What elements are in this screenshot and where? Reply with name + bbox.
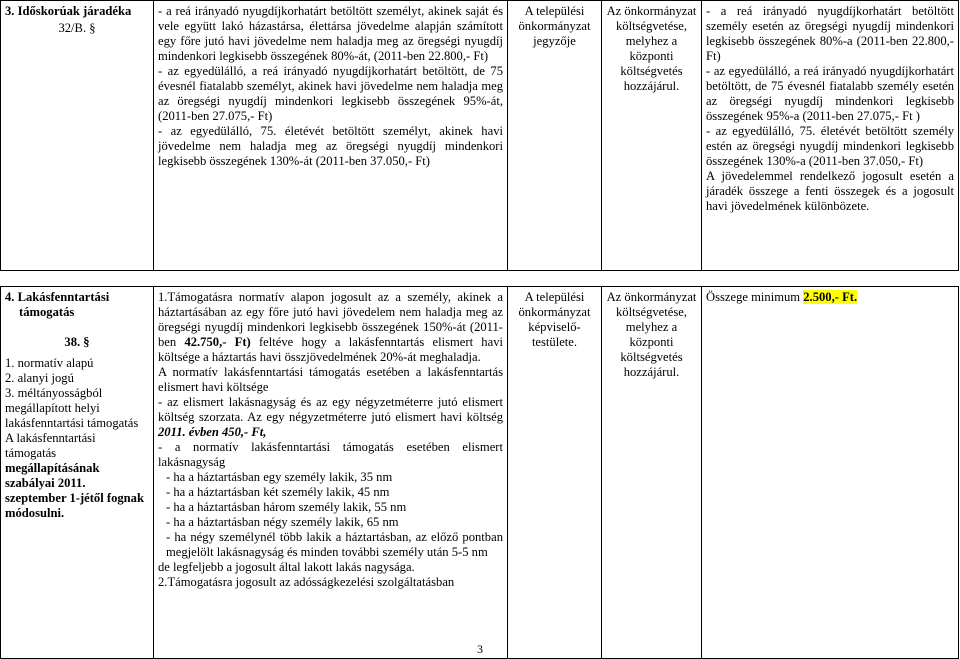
support-type: 2. alanyi jogú: [5, 371, 74, 385]
legal-reference: 32/B. §: [58, 21, 96, 35]
authority-cell: A települési önkormányzat jegyzője: [508, 1, 602, 271]
eligibility-cell: [154, 1, 508, 271]
eligibility-text: - az elismert lakásnagyság és az egy négyzetméterre jutó elismert költség szorzata. Az egy négyzetméterre jutó elismert havi költség: [158, 395, 503, 424]
amount-note: A jövedelemmel rendelkező jogosult esetén a járadék összege a fenti összegek és a jogosult havi jövedelmének különbözete.: [706, 169, 954, 213]
page-number: 3: [477, 642, 483, 656]
authority-cell: A települési önkormányzat képviselő-testülete.: [508, 287, 602, 659]
eligibility-item: - az egyedülálló, 75. életévét betöltött személyt, akinek havi jövedelme nem haladja meg az öregségi nyugdíj mindenkori legkisebb összegének 130%-át (2011-ben 37.050,- Ft): [158, 124, 503, 168]
amount-value: 2.500,- Ft.: [803, 290, 858, 304]
benefit-name-cell: [1, 287, 154, 659]
size-item: - ha a háztartásban négy személy lakik, 65 nm: [166, 515, 399, 529]
support-type: 3. méltányosságból megállapított helyi lakásfenntartási támogatás: [5, 386, 139, 430]
amount-cell: [702, 1, 959, 271]
funding-cell: Az önkormányzat költségvetése, melyhez a központi költségvetés hozzájárul.: [602, 1, 702, 271]
table-row-idoskoruak: [0, 0, 959, 271]
benefit-title: 4. Lakásfenntartási: [5, 290, 110, 304]
eligibility-paragraph: - a normatív lakásfenntartási támogatás esetében elismert lakásnagyság: [158, 440, 503, 469]
table-row-lakasfenntartasi: [0, 286, 959, 659]
note-text: A lakásfenntartási támogatás: [5, 431, 96, 460]
eligibility-paragraph: [158, 395, 503, 440]
amount-cell: [702, 287, 959, 659]
eligibility-item: - a reá irányadó nyugdíjkorhatárt betöltött személyt, akinek saját és vele együtt lakó házastársa, élettársa jövedelme alapján számított egy főre jutó havi jövedelme nem haladja meg az öregségi nyugdíj mindenkori legkisebb összegének 80%-át, (2011-ben 22.800,- Ft): [158, 4, 503, 63]
size-item: - ha négy személynél több lakik a háztartásban, az előző pontban megjelölt lakásnagyság és minden további személy után 5-5 nm: [166, 530, 503, 559]
eligibility-item: - az egyedülálló, a reá irányadó nyugdíjkorhatárt betöltött, de 75 évesnél fiatalabb személyt, akinek havi jövedelme nem haladja meg az öregségi nyugdíj mindenkori legkisebb összegének 95%-át, (2011-ben 27.075,- Ft): [158, 64, 503, 123]
amount-label: Összege minimum: [706, 290, 804, 304]
size-item: - ha a háztartásban egy személy lakik, 35 nm: [166, 470, 393, 484]
eligibility-cell: [154, 287, 508, 659]
support-type: 1. normatív alapú: [5, 356, 94, 370]
eligibility-paragraph: A normatív lakásfenntartási támogatás esetében a lakásfenntartás elismert havi költsége: [158, 365, 503, 394]
eligibility-text: 1.Támogatásra normatív alapon jogosult az a személy, akinek a háztartásában az egy főre jutó havi jövedelem nem haladja meg az öregségi nyugdíj mindenkori legkisebb összegének 150%-át (2011-ben: [158, 290, 503, 349]
size-item: - ha a háztartásban két személy lakik, 45 nm: [166, 485, 390, 499]
eligibility-text: feltéve hogy a lakásfenntartás elismert havi költsége a háztartás havi összjövedelmének 20%-át meghaladja.: [158, 335, 503, 364]
eligibility-paragraph: de legfeljebb a jogosult által lakott lakás nagysága.: [158, 560, 415, 574]
benefit-title: 3. Időskorúak járadéka: [5, 4, 132, 18]
amount-item: - az egyedülálló, a reá irányadó nyugdíjkorhatárt betöltött, de 75 évesnél fiatalabb személy esetén az öregségi nyugdíj mindenkori legkisebb összegének 95%-a (2011-ben 27.075,- Ft ): [706, 64, 954, 123]
cost-per-sqm: 2011. évben 450,- Ft,: [158, 425, 267, 439]
benefit-title-cont: támogatás: [19, 305, 75, 319]
eligibility-paragraph: [158, 290, 503, 365]
benefit-name-cell: [1, 1, 154, 271]
amount-item: - a reá irányadó nyugdíjkorhatárt betöltött személy esetén az öregségi nyugdíj mindenkori legkisebb összegének 80%-a (2011-ben 22.800,- Ft): [706, 4, 954, 63]
legal-reference: 38. §: [64, 335, 90, 349]
funding-cell: Az önkormányzat költségvetése, melyhez a központi költségvetés hozzájárul.: [602, 287, 702, 659]
eligibility-paragraph: 2.Támogatásra jogosult az adósságkezelési szolgáltatásban: [158, 575, 455, 589]
note-bold-text: megállapításának szabályai 2011. szeptember 1-jétől fognak módosulni.: [5, 461, 144, 520]
size-item: - ha a háztartásban három személy lakik, 55 nm: [166, 500, 407, 514]
amount-item: - az egyedülálló, 75. életévét betöltött személy estén az öregségi nyugdíj mindenkori legkisebb összegének 130%-a (2011-ben 37.050,- Ft): [706, 124, 954, 168]
income-limit: 42.750,- Ft): [184, 335, 251, 349]
